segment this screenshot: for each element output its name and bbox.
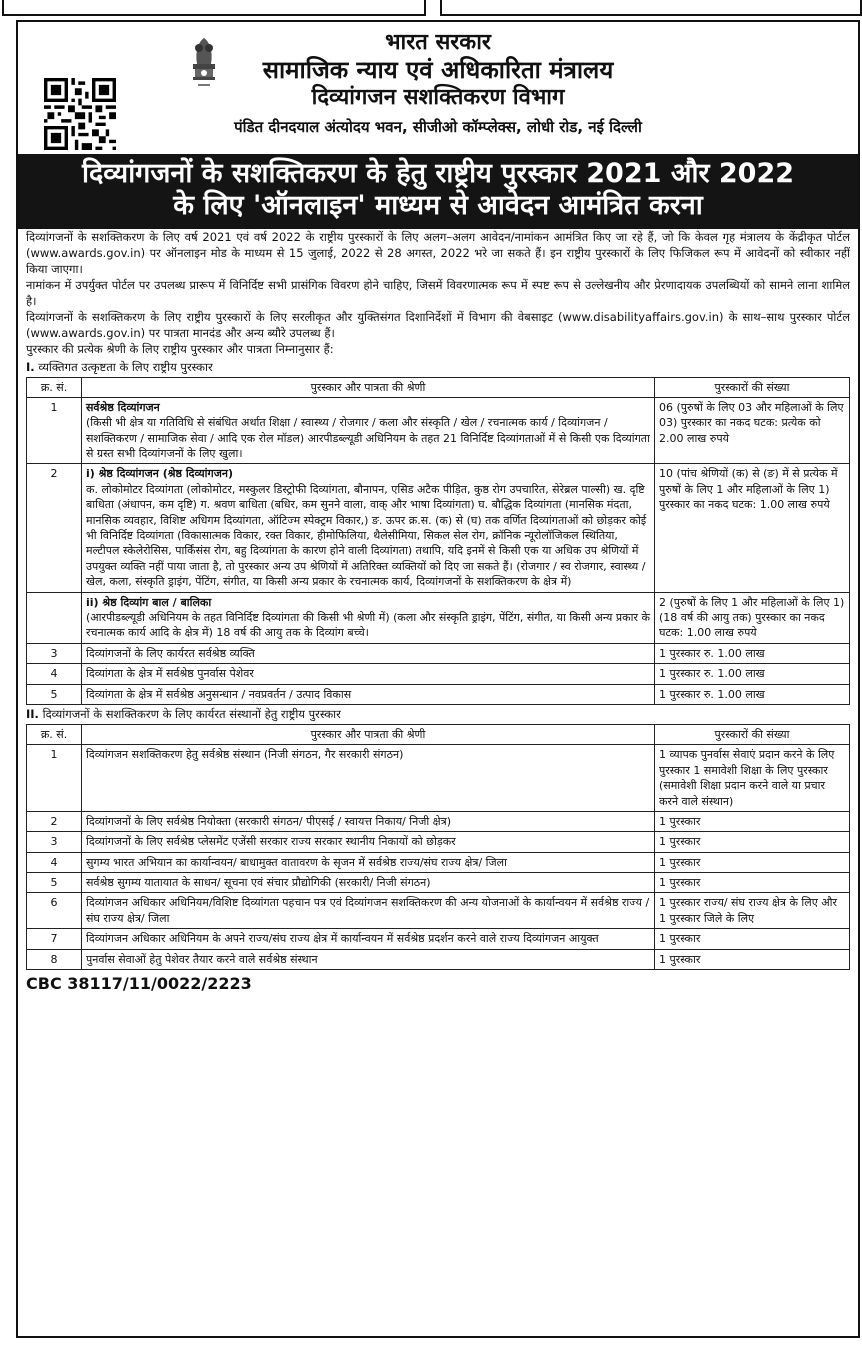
cell-sn — [27, 592, 82, 643]
table-row — [27, 464, 850, 592]
section-1-table — [26, 377, 850, 705]
col-header-count: पुरस्कारों की संख्या — [655, 724, 850, 744]
national-emblem-icon — [184, 34, 224, 94]
section-1-heading — [26, 360, 850, 375]
cell-count: 06 (पुरुषों के लिए 03 और महिलाओं के लिए 03) पुरस्कार का नकद घटक: प्रत्येक को 2.00 लाख रुपये — [655, 397, 850, 464]
cell-count: 2 (पुरुषों के लिए 1 और महिलाओं के लिए 1) (18 वर्ष की आयु तक) पुरस्कार का नकद घटक: 1.00 लाख रुपये — [655, 592, 850, 643]
cell-count: 1 पुरस्कार — [655, 873, 850, 893]
intro-paragraph: दिव्यांगजनों के सशक्तिकरण के लिए राष्ट्रीय पुरस्कारों के लिए सरलीकृत और युक्तिसंगत दिशानिर्देशों में विभाग की वेबसाइट (www.disabilityaffairs.gov.in) के साथ–साथ पुरस्कार पोर्टल (www.awards.gov.in) पर पात्रता मानदंड और अन्य ब्यौरे उपलब्ध हैं। — [26, 310, 850, 341]
cell-count: 1 पुरस्कार — [655, 949, 850, 969]
cell-category: दिव्यांगता के क्षेत्र में सर्वश्रेष्ठ पुनर्वास पेशेवर — [82, 664, 655, 684]
cell-sn: 8 — [27, 949, 82, 969]
category-title: ii) श्रेष्ठ दिव्यांग बाल / बालिका — [86, 595, 212, 609]
header-line-3: दिव्यांगजन सशक्तिकरण विभाग — [311, 85, 565, 111]
cell-category: पुनर्वास सेवाओं हेतु पेशेवर तैयार करने वाले सर्वश्रेष्ठ संस्थान — [82, 949, 655, 969]
col-header-count: पुरस्कारों की संख्या — [655, 377, 850, 397]
intro-paragraph: नामांकन में उपर्युक्त पोर्टल पर उपलब्ध प्रारूप में विनिर्दिष्ट सभी प्रासंगिक विवरण होने चाहिए, जिसमें विवरणात्मक रूप में स्पष्ट रूप से उल्लेखनीय और प्रेरणादायक उपलब्धियों को सामने लाना शामिल है। — [26, 278, 850, 309]
category-title: i) श्रेष्ठ दिव्यांगजन (श्रेष्ठ दिव्यांगजन) — [86, 467, 233, 481]
cell-count: 10 (पांच श्रेणियों (क) से (ङ) में से प्रत्येक में पुरुषों के लिए 1 और महिलाओं के लिए 1) पुरस्कार का नकद घटक: 1.00 लाख रुपये — [655, 464, 850, 592]
cell-category: दिव्यांगजनों के लिए कार्यरत सर्वश्रेष्ठ व्यक्ति — [82, 643, 655, 663]
header-line-1: भारत सरकार — [385, 30, 491, 55]
cell-sn: 4 — [27, 664, 82, 684]
advertisement-frame — [16, 20, 860, 1338]
cell-category: दिव्यांगजन अधिकार अधिनियम/विशिष्ट दिव्यांगता पहचान पत्र एवं दिव्यांगजन सशक्तिकरण की अन्य योजनाओं के कार्यान्वयन में सर्वश्रेष्ठ राज्य / संघ राज्य क्षेत्र/ जिला — [82, 893, 655, 929]
cell-category — [82, 464, 655, 592]
table-row — [27, 832, 850, 852]
table-row — [27, 684, 850, 704]
cell-sn: 7 — [27, 929, 82, 949]
cell-count: 1 पुरस्कार राज्य/ संघ राज्य क्षेत्र के लिए और 1 पुरस्कार जिले के लिए — [655, 893, 850, 929]
cell-category: दिव्यांगजन सशक्तिकरण हेतु सर्वश्रेष्ठ संस्थान (निजी संगठन, गैर सरकारी संगठन) — [82, 745, 655, 812]
cell-count: 1 पुरस्कार — [655, 811, 850, 831]
category-title: सर्वश्रेष्ठ दिव्यांगजन — [86, 400, 160, 414]
cell-sn: 3 — [27, 643, 82, 663]
qr-code-icon — [44, 78, 116, 150]
cell-sn: 2 — [27, 811, 82, 831]
cell-sn: 4 — [27, 852, 82, 872]
table-header-row — [27, 377, 850, 397]
section-2-roman: II. — [26, 706, 39, 721]
category-desc: (किसी भी क्षेत्र या गतिविधि से संबंधित अर्थात शिक्षा / स्वास्थ्य / रोजगार / कला और संस्कृति / खेल / रचनात्मक कार्य / दिव्यांगजन / सशक्तिकरण / सामाजिक सेवा / आदि एक रोल मॉडल) आरपीडब्ल्यूडी अधिनियम के तहत 21 विनिर्दिष्ट दिव्यांगताओं में से किसी एक दिव्यांगता से ग्रस्त सभी दिव्यांगजनों के लिए खुला। — [86, 416, 650, 461]
table-row — [27, 949, 850, 969]
table-row — [27, 852, 850, 872]
cell-sn: 5 — [27, 873, 82, 893]
category-desc: (आरपीडब्ल्यूडी अधिनियम के तहत विनिर्दिष्ट दिव्यांगता की किसी भी श्रेणी में) (कला और संस्कृति ड्राइंग, पेंटिंग, संगीत, या किसी अन्य प्रकार के रचनात्मक कार्य आदि के क्षेत्र में) 18 वर्ष की आयु तक के दिव्यांग बच्चे। — [86, 611, 650, 640]
cell-category: दिव्यांगजनों के लिए सर्वश्रेष्ठ नियोक्ता (सरकारी संगठन/ पीएसई / स्वायत्त निकाय/ निजी क्षेत्र) — [82, 811, 655, 831]
cell-count: 1 पुरस्कार — [655, 832, 850, 852]
banner-line-2: के लिए 'ऑनलाइन' माध्यम से आवेदन आमंत्रित करना — [173, 190, 703, 222]
cell-sn: 1 — [27, 745, 82, 812]
header-line-2: सामाजिक न्याय एवं अधिकारिता मंत्रालय — [262, 56, 614, 85]
cell-category: सुगम्य भारत अभियान का कार्यान्वयन/ बाधामुक्त वातावरण के सृजन में सर्वश्रेष्ठ राज्य/संघ राज्य क्षेत्र/ जिला — [82, 852, 655, 872]
col-header-sn: क्र. सं. — [27, 724, 82, 744]
cell-count: 1 पुरस्कार — [655, 929, 850, 949]
cell-count: 1 व्यापक पुनर्वास सेवाएं प्रदान करने के लिए पुरस्कार 1 समावेशी शिक्षा के लिए पुरस्कार (समावेशी शिक्षा प्रदान करने वाले या प्रचार करने वाले संस्थान) — [655, 745, 850, 812]
cell-count: 1 पुरस्कार — [655, 852, 850, 872]
top-adjacent-box-right — [440, 0, 862, 16]
table-row — [27, 811, 850, 831]
cell-category — [82, 592, 655, 643]
table-row — [27, 664, 850, 684]
cell-sn: 2 — [27, 464, 82, 592]
section-1-title: व्यक्तिगत उत्कृष्टता के लिए राष्ट्रीय पुरस्कार — [38, 359, 213, 374]
top-adjacent-box-left — [2, 0, 426, 16]
cbc-code: CBC 38117/11/0022/2223 — [26, 974, 252, 994]
section-2-title: दिव्यांगजनों के सशक्तिकरण के लिए कार्यरत संस्थानों हेतु राष्ट्रीय पुरस्कार — [42, 706, 341, 721]
col-header-category: पुरस्कार और पात्रता की श्रेणी — [82, 724, 655, 744]
cell-category: सर्वश्रेष्ठ सुगम्य यातायात के साधन/ सूचना एवं संचार प्रौद्योगिकी (सरकारी/ निजी संगठन) — [82, 873, 655, 893]
cell-count: 1 पुरस्कार रु. 1.00 लाख — [655, 643, 850, 663]
section-2-table — [26, 724, 850, 970]
table-row — [27, 643, 850, 663]
cell-sn: 3 — [27, 832, 82, 852]
cell-category: दिव्यांगता के क्षेत्र में सर्वश्रेष्ठ अनुसन्धान / नवप्रवर्तन / उत्पाद विकास — [82, 684, 655, 704]
table-row — [27, 397, 850, 464]
cell-sn: 6 — [27, 893, 82, 929]
section-1-roman: I. — [26, 359, 35, 374]
table-row — [27, 929, 850, 949]
header — [26, 30, 850, 150]
cell-category: दिव्यांगजनों के लिए सर्वश्रेष्ठ प्लेसमेंट एजेंसी सरकार राज्य सरकार स्थानीय निकायों को छोड़कर — [82, 832, 655, 852]
table-row — [27, 745, 850, 812]
title-banner — [18, 154, 858, 229]
table-row — [27, 592, 850, 643]
category-desc: क. लोकोमोटर दिव्यांगता (लोकोमोटर, मस्कुलर डिस्ट्रोफी दिव्यांगता, बौनापन, एसिड अटैक पीड़ित, कुष्ठ रोग उपचारित, सेरेब्रल पाल्सी) ख. दृष्टि बाधिता (अंधापन, कम दृष्टि) ग. श्रवण बाधिता (बधिर, कम सुनने वाला, वाक् और भाषा दिव्यांगता) घ. बौद्धिक दिव्यांगता (मानसिक मंदता, मानसिक व्यवहार, विशिष्ट अधिगम दिव्यांगता, ऑटिज्म स्पेक्ट्रम विकार,) ङ. ऊपर क्र.स. (क) से (घ) तक वर्णित दिव्यांगताओं को छोड़कर कोई भी विनिर्दिष्ट दिव्यांगता (विकासात्मक विकार, रक्त विकार, हीमोफिलिया, थैलेसीमिया, सिकल सेल रोग, क्रॉनिक न्यूरोलॉजिकल स्थितिया, मल्टीपल स्केलेरोसिस, पार्किंसंस रोग, बहु दिव्यांगता के कारण होने वाली दिव्यांगता) तथापि, यदि इनमें से किसी एक या अधिक उप श्रेणियों में उपयुक्त व्यक्ति नहीं पाया जाता है, तो पुरस्कार अन्य उप श्रेणियों में अतिरिक्त व्यक्तियों को दिए जा सकते हैं। (रोजगार / स्व रोजगार, स्वास्थ्य / खेल, कला, संस्कृति ड्राइंग, पेंटिंग, संगीत, या किसी अन्य प्रकार के रचनात्मक कार्य, दिव्यांगजनों के सशक्तिकरण के क्षेत्र में) — [86, 482, 647, 589]
col-header-category: पुरस्कार और पात्रता की श्रेणी — [82, 377, 655, 397]
table-row — [27, 893, 850, 929]
cell-category: दिव्यांगजन अधिकार अधिनियम के अपने राज्य/संघ राज्य क्षेत्र में कार्यान्वयन में सर्वश्रेष्ठ प्रदर्शन करने वाले राज्य दिव्यांगजन आयुक्त — [82, 929, 655, 949]
col-header-sn: क्र. सं. — [27, 377, 82, 397]
intro-paragraph: दिव्यांगजनों के सशक्तिकरण के लिए वर्ष 2021 एवं वर्ष 2022 के राष्ट्रीय पुरस्कारों के लिए अलग–अलग आवेदन/नामांकन आमंत्रित किए जा रहे हैं, जो कि केवल गृह मंत्रालय के केंद्रीकृत पोर्टल (www.awards.gov.in) पर ऑनलाइन मोड के माध्यम से 15 जुलाई, 2022 से 28 अगस्त, 2022 भरे जा सकते हैं। इन राष्ट्रीय पुरस्कारों के लिए फिजिकल रूप में आवेदनों को स्वीकार नहीं किया जाएगा। — [26, 229, 850, 276]
cell-sn: 5 — [27, 684, 82, 704]
banner-line-1: दिव्यांगजनों के सशक्तिकरण के हेतु राष्ट्रीय पुरस्कार 2021 और 2022 — [81, 158, 795, 189]
section-2-heading — [26, 707, 850, 722]
cell-sn: 1 — [27, 397, 82, 464]
cell-category — [82, 397, 655, 464]
header-address: पंडित दीनदयाल अंत्योदय भवन, सीजीओ कॉम्प्लेक्स, लोधी रोड, नई दिल्ली — [234, 117, 642, 136]
table-row — [27, 873, 850, 893]
table-header-row — [27, 724, 850, 744]
cell-count: 1 पुरस्कार रु. 1.00 लाख — [655, 664, 850, 684]
cell-count: 1 पुरस्कार रु. 1.00 लाख — [655, 684, 850, 704]
intro-paragraph: पुरस्कार की प्रत्येक श्रेणी के लिए राष्ट्रीय पुरस्कार और पात्रता निम्नानुसार हैं: — [26, 342, 334, 357]
